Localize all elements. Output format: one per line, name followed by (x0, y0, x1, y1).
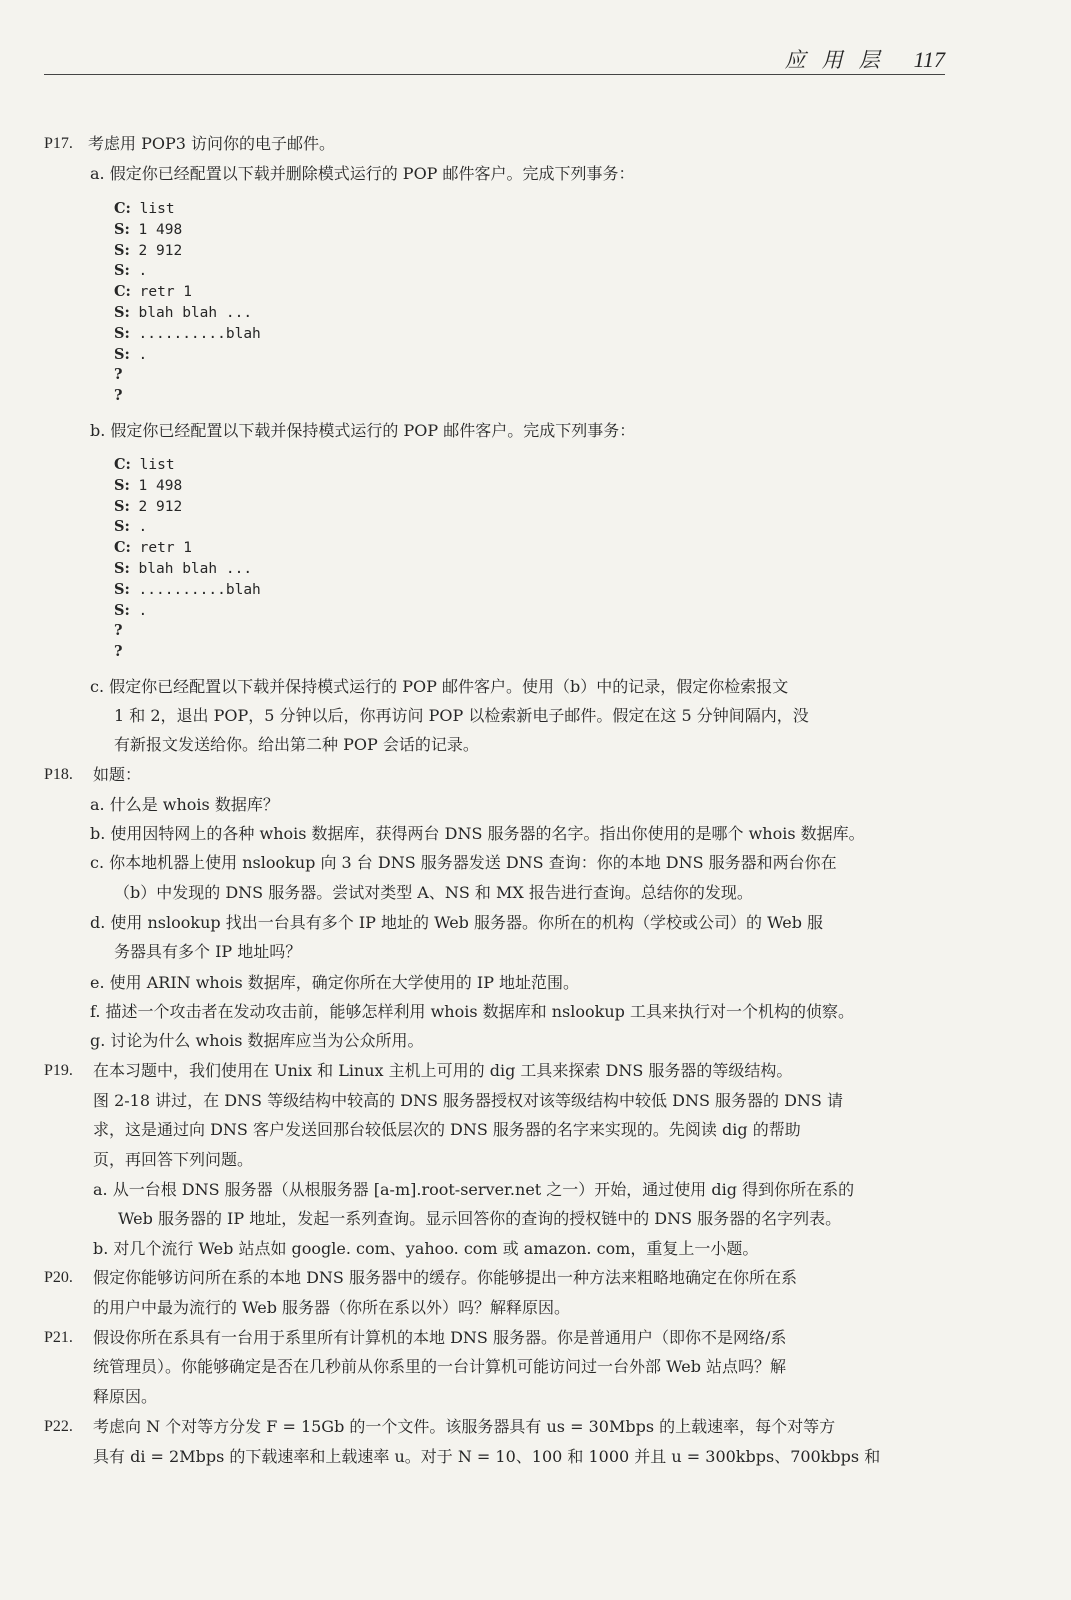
transcript-text: list (130, 457, 175, 473)
problem-label-p22: P22. (44, 1418, 73, 1435)
p17-intro: 考虑用 POP3 访问你的电子邮件。 (88, 134, 336, 153)
transcript-line (114, 497, 261, 518)
transcript-line (114, 220, 261, 241)
transcript-text: . (129, 519, 148, 536)
transcript-text: blah blah ... (129, 304, 253, 321)
p18-item-f: f. 描述一个攻击者在发动攻击前，能够怎样利用 whois 数据库和 nslookup 工具来执行对一个机构的侦察。 (90, 1002, 854, 1021)
p17-item-c-line2: 1 和 2，退出 POP，5 分钟以后，你再访问 POP 以检索新电子邮件。假定在这 5 分钟间隔内，没 (114, 706, 809, 725)
transcript-line (114, 282, 261, 303)
transcript-line (114, 642, 261, 663)
transcript-line (114, 261, 261, 282)
p19-line2: 图 2-18 讲过，在 DNS 等级结构中较高的 DNS 服务器授权对该等级结构中较低 DNS 服务器的 DNS 请 (93, 1091, 843, 1110)
p18-item-b: b. 使用因特网上的各种 whois 数据库，获得两台 DNS 服务器的名字。指出你使用的是哪个 whois 数据库。 (90, 824, 865, 843)
p18-item-c-line2: （b）中发现的 DNS 服务器。尝试对类型 A、NS 和 MX 报告进行查询。总结你的发现。 (114, 883, 753, 902)
p20-line2: 的用户中最为流行的 Web 服务器（你所在系以外）吗？解释原因。 (93, 1298, 571, 1317)
p18-item-e: e. 使用 ARIN whois 数据库，确定你所在大学使用的 IP 地址范围。 (90, 973, 580, 992)
p18-item-d-line1: d. 使用 nslookup 找出一台具有多个 IP 地址的 Web 服务器。你所在的机构（学校或公司）的 Web 服 (90, 913, 824, 932)
problem-label-p20: P20. (44, 1269, 73, 1286)
transcript-text: 1 498 (129, 221, 183, 238)
transcript-speaker: S: (114, 241, 130, 259)
problem-label-p21: P21. (44, 1329, 73, 1346)
problem-label-p19: P19. (44, 1062, 73, 1079)
section-title: 应用层 (784, 48, 896, 72)
transcript-speaker: C: (114, 283, 131, 301)
p18-item-g: g. 讨论为什么 whois 数据库应当为公众所用。 (90, 1031, 424, 1050)
p19-item-b: b. 对几个流行 Web 站点如 google. com、yahoo. com 或 amazon. com，重复上一小题。 (93, 1239, 759, 1258)
transcript-text: retr 1 (130, 284, 193, 301)
transcript-line (114, 386, 261, 407)
transcript-speaker: S: (114, 262, 130, 280)
p20-line1: 假定你能够访问所在系的本地 DNS 服务器中的缓存。你能够提出一种方法来粗略地确定在你所在系 (93, 1268, 797, 1287)
transcript-line (114, 455, 261, 476)
transcript-speaker: ? (114, 366, 123, 384)
transcript-speaker: C: (114, 456, 131, 473)
p22-line2: 具有 di = 2Mbps 的下载速率和上载速率 u。对于 N = 10、100 和 1000 并且 u = 300kbps、700kbps 和 (93, 1447, 881, 1466)
transcript-text: list (130, 201, 175, 217)
p19-item-a-line2: Web 服务器的 IP 地址，发起一系列查询。显示回答你的查询的授权链中的 DNS 服务器的名字列表。 (118, 1209, 842, 1228)
transcript-line (114, 324, 261, 345)
transcript-text: 2 912 (129, 242, 183, 259)
transcript-line (114, 517, 261, 538)
p17-item-c-line1: c. 假定你已经配置以下载并保持模式运行的 POP 邮件客户。使用（b）中的记录，假定你检索报文 (90, 677, 789, 696)
p18-item-c-line1: c. 你本地机器上使用 nslookup 向 3 台 DNS 服务器发送 DNS 查询：你的本地 DNS 服务器和两台你在 (90, 853, 837, 872)
header-rule (44, 74, 945, 75)
p21-line2: 统管理员）。你能够确定是否在几秒前从你系里的一台计算机可能访问过一台外部 Web 站点吗？解 (93, 1357, 787, 1376)
p17-item-b: b. 假定你已经配置以下载并保持模式运行的 POP 邮件客户。完成下列事务： (90, 421, 636, 440)
transcript-speaker: S: (114, 580, 130, 598)
p19-line1: 在本习题中，我们使用在 Unix 和 Linux 主机上可用的 dig 工具来探索 DNS 服务器的等级结构。 (93, 1061, 793, 1080)
transcript-speaker: ? (114, 622, 123, 640)
p17-a-transcript (114, 199, 261, 407)
page-number: 117 (913, 47, 945, 72)
transcript-line (114, 601, 261, 622)
transcript-speaker: ? (114, 643, 123, 661)
problem-label-p18: P18. (44, 766, 73, 783)
p17-b-transcript (114, 455, 261, 663)
transcript-line (114, 476, 261, 497)
transcript-text: 1 498 (129, 477, 183, 494)
p17-item-c-line3: 有新报文发送给你。给出第二种 POP 会话的记录。 (114, 735, 479, 754)
transcript-text: ..........blah (129, 325, 261, 342)
transcript-text: blah blah ... (129, 560, 253, 577)
p18-intro: 如题： (93, 765, 142, 784)
p19-line4: 页，再回答下列问题。 (93, 1150, 254, 1169)
transcript-speaker: S: (114, 497, 130, 515)
p19-line3: 求，这是通过向 DNS 客户发送回那台较低层次的 DNS 服务器的名字来实现的。先阅读 dig 的帮助 (93, 1120, 801, 1139)
running-header (785, 44, 945, 74)
transcript-text: 2 912 (129, 498, 183, 515)
p21-line1: 假设你所在系具有一台用于系里所有计算机的本地 DNS 服务器。你是普通用户（即你不是网络/系 (93, 1328, 787, 1347)
transcript-line (114, 580, 261, 601)
p21-line3: 释原因。 (93, 1387, 158, 1406)
transcript-text: . (129, 263, 148, 280)
transcript-speaker: C: (114, 539, 131, 557)
transcript-line (114, 345, 261, 366)
transcript-line (114, 559, 261, 580)
transcript-line (114, 365, 261, 386)
transcript-speaker: S: (114, 518, 130, 536)
transcript-speaker: S: (114, 601, 130, 619)
transcript-speaker: C: (114, 200, 131, 217)
transcript-speaker: S: (114, 476, 130, 494)
p19-item-a-line1: a. 从一台根 DNS 服务器（从根服务器 [a-m].root-server.net 之一）开始，通过使用 dig 得到你所在系的 (93, 1180, 855, 1199)
transcript-speaker: ? (114, 387, 123, 405)
transcript-speaker: S: (114, 559, 130, 577)
transcript-line (114, 241, 261, 262)
transcript-line (114, 538, 261, 559)
transcript-text: ..........blah (129, 581, 261, 598)
transcript-text: . (129, 602, 148, 619)
transcript-speaker: S: (114, 345, 130, 363)
transcript-speaker: S: (114, 220, 130, 238)
p18-item-d-line2: 务器具有多个 IP 地址吗？ (114, 942, 302, 961)
transcript-text: . (129, 346, 148, 363)
p18-item-a: a. 什么是 whois 数据库？ (90, 795, 279, 814)
problem-label-p17: P17. (44, 135, 73, 152)
transcript-speaker: S: (114, 324, 130, 342)
transcript-line (114, 199, 261, 220)
transcript-speaker: S: (114, 303, 130, 321)
transcript-line (114, 303, 261, 324)
p22-line1: 考虑向 N 个对等方分发 F = 15Gb 的一个文件。该服务器具有 us = 30Mbps 的上载速率，每个对等方 (93, 1417, 836, 1436)
transcript-text: retr 1 (130, 540, 193, 557)
transcript-line (114, 621, 261, 642)
p17-item-a: a. 假定你已经配置以下载并删除模式运行的 POP 邮件客户。完成下列事务： (90, 164, 635, 183)
